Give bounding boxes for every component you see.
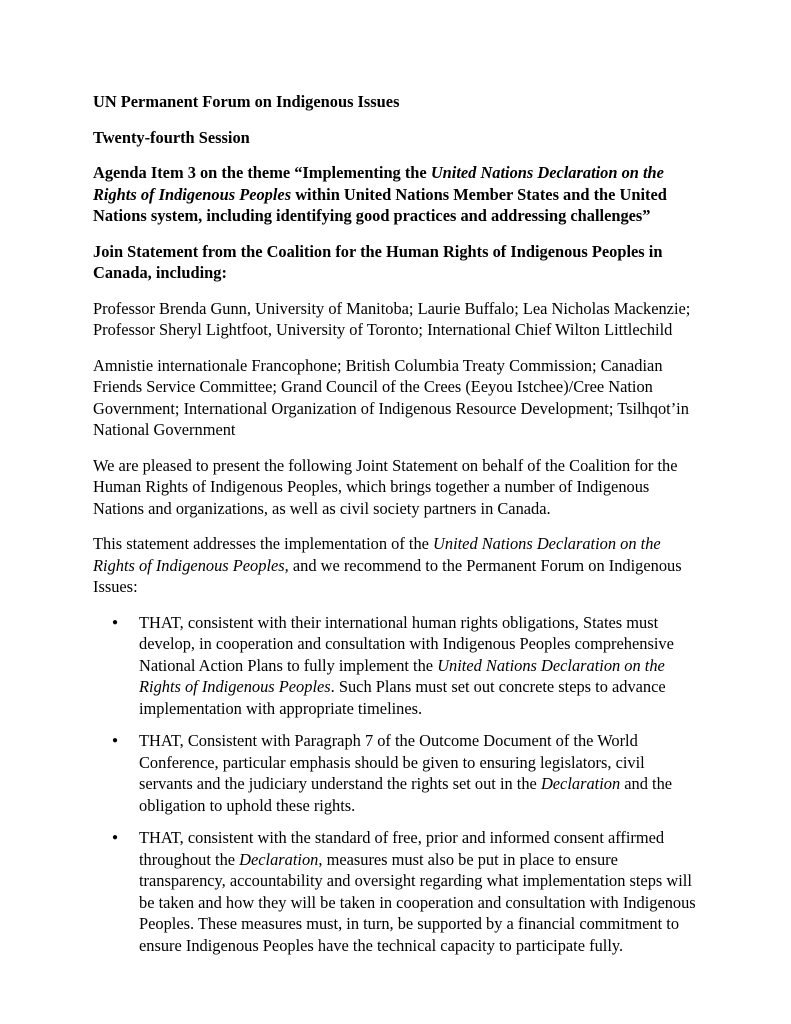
- recommendation-3: [93, 827, 698, 956]
- bullet-icon: ●: [112, 832, 119, 843]
- recommendation-2: [93, 730, 698, 816]
- text-run: THAT, Consistent with Paragraph 7 of the Outcome Document of the World Conference, particular emphasis should be given to ensuring legislators, civil servants and the judiciary understand the rights set out in the: [139, 731, 645, 793]
- text-run: Amnistie internationale Francophone; British Columbia Treaty Commission; Canadian Friends Service Committee; Grand Council of the Crees (Eeyou Istchee)/Cree Nation Government; International Organization of Indigenous Resource Development; Tsilhqot’in National Government: [93, 355, 689, 439]
- text-run: Twenty-fourth Session: [93, 127, 250, 147]
- text-run: and the obligation to uphold these rights.: [139, 774, 673, 815]
- text-run: . Such Plans must set out concrete steps to advance implementation with appropriate timelines.: [139, 677, 666, 718]
- context-paragraph: [93, 533, 698, 598]
- text-run: Declaration: [540, 774, 621, 793]
- document-body: [93, 91, 698, 956]
- text-run: within United Nations Member States and the United Nations system, including identifying good practices and addressing challenges”: [93, 184, 667, 225]
- text-run: United Nations Declaration on the Rights of Indigenous Peoples: [139, 655, 665, 696]
- session-heading: [93, 127, 698, 149]
- signatories-organizations: [93, 355, 698, 441]
- text-run: UN Permanent Forum on Indigenous Issues: [93, 92, 400, 111]
- text-run: Declaration: [239, 849, 319, 869]
- text-run: We are pleased to present the following Joint Statement on behalf of the Coalition for the Human Rights of Indigenous Peoples, which brings together a number of Indigenous Nations and organizations, as well as civil society partners in Canada.: [93, 455, 678, 518]
- text-run: This statement addresses the implementation of the: [93, 534, 434, 553]
- text-run: United Nations Declaration on the Rights of Indigenous Peoples,: [93, 534, 661, 575]
- statement-heading: [93, 241, 698, 284]
- text-run: Agenda Item 3 on the theme “Implementing the: [93, 163, 431, 182]
- recommendation-1: [93, 612, 698, 720]
- bullet-icon: ●: [112, 735, 119, 746]
- signatories-individuals: [93, 298, 698, 341]
- bullet-icon: ●: [112, 616, 119, 628]
- text-run: THAT, consistent with the standard of free, prior and informed consent affirmed throughout the: [139, 828, 665, 869]
- doc-title: [93, 91, 698, 113]
- text-run: Professor Brenda Gunn, University of Manitoba; Laurie Buffalo; Lea Nicholas Mackenzie; Professor Sheryl Lightfoot, University of Toronto; International Chief Wilton Littlechild: [93, 298, 691, 339]
- text-run: THAT, consistent with their international human rights obligations, States must develop, in cooperation and consultation with Indigenous Peoples comprehensive National Action Plans to fully implement the: [139, 612, 674, 675]
- text-run: Join Statement from the Coalition for the Human Rights of Indigenous Peoples in Canada, including:: [93, 241, 663, 282]
- agenda-heading: [93, 162, 698, 227]
- text-run: and we recommend to the Permanent Forum on Indigenous Issues:: [93, 555, 682, 596]
- text-run: United Nations Declaration on the Rights of Indigenous Peoples: [93, 163, 664, 204]
- text-run: , measures must also be put in place to ensure transparency, accountability and oversight regarding what implementation steps will be taken and how they will be taken in cooperation and consultation with Indigenous Peoples. These measures must, in turn, be supported by a financial commitment to ensure Indigenous Peoples have the technical capacity to participate fully.: [139, 849, 696, 955]
- intro-paragraph: [93, 455, 698, 520]
